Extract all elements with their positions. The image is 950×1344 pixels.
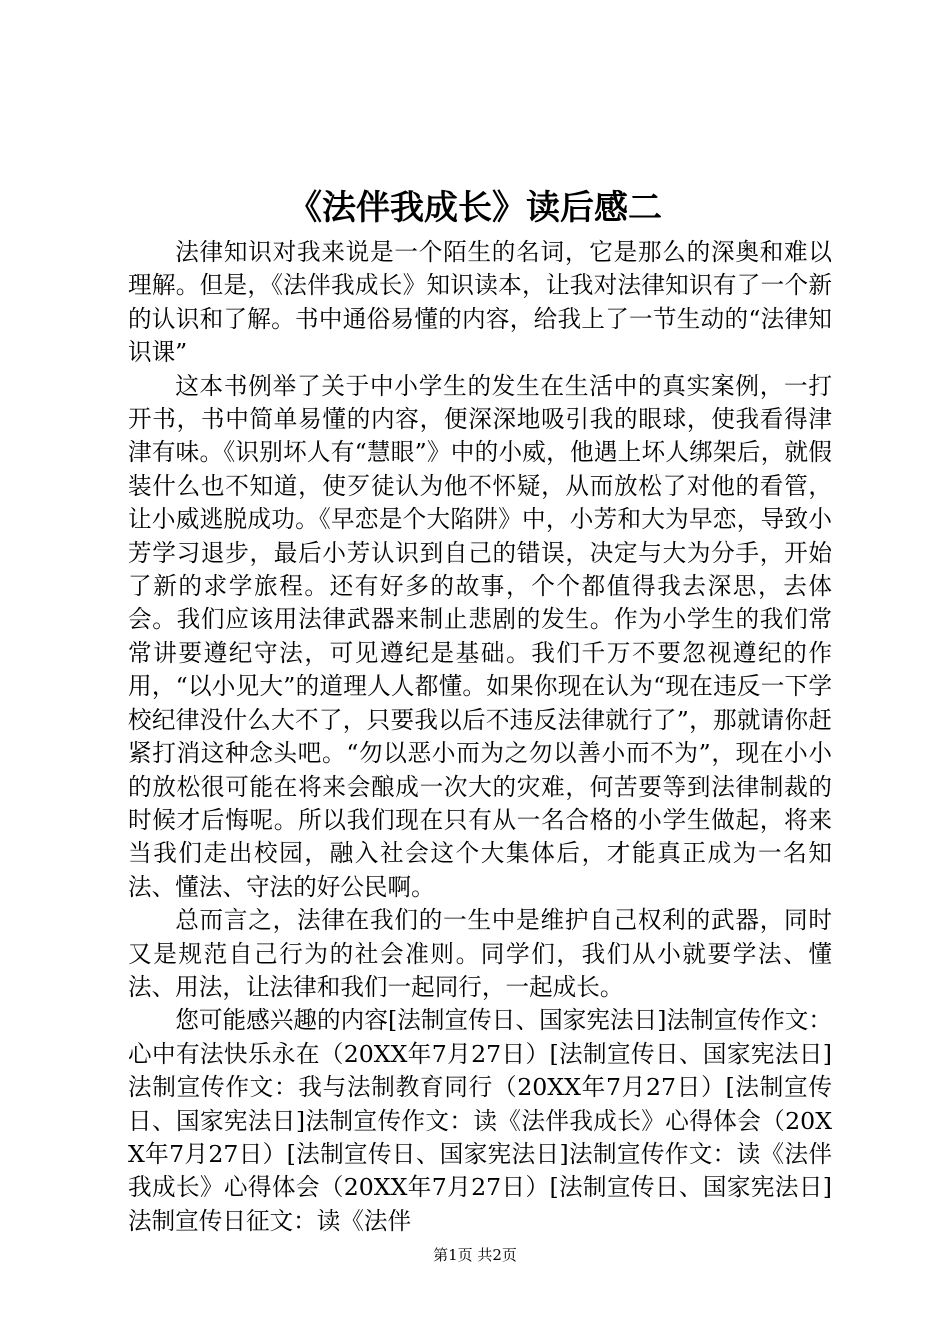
document-body (128, 236, 832, 1238)
paragraph-cases: 这本书例举了关于中小学生的发生在生活中的真实案例，一打开书，书中简单易懂的内容，便深深地吸引我的眼球，使我看得津津有味。《识别坏人有“慧眼”》中的小威，他遇上坏人绑架后，就假装什么也不知道，使歹徒认为他不怀疑，从而放松了对他的看管，让小威逃脱成功。《早恋是个大陷阱》中，小芳和大为早恋，导致小芳学习退步，最后小芳认识到自己的错误，决定与大为分手，开始了新的求学旅程。还有好多的故事，个个都值得我去深思，去体会。我们应该用法律武器来制止悲剧的发生。作为小学生的我们常常讲要遵纪守法，可见遵纪是基础。我们千万不要忽视遵纪的作用，“以小见大”的道理人人都懂。如果你现在认为“现在违反一下学校纪律没什么大不了，只要我以后不违反法律就行了”，那就请你赶紧打消这种念头吧。“勿以恶小而为之勿以善小而不为”，现在小小的放松很可能在将来会酿成一次大的灾难，何苦要等到法律制裁的时候才后悔呢。所以我们现在只有从一名合格的小学生做起，将来当我们走出校园，融入社会这个大集体后，才能真正成为一名知法、懂法、守法的好公民啊。 (128, 371, 832, 901)
paragraph-conclusion: 总而言之，法律在我们的一生中是维护自己权利的武器，同时又是规范自己行为的社会准则。同学们，我们从小就要学法、懂法、用法，让法律和我们一起同行，一起成长。 (128, 906, 832, 1001)
paragraph-intro: 法律知识对我来说是一个陌生的名词，它是那么的深奥和难以理解。但是，《法伴我成长》知识读本，让我对法律知识有了一个新的认识和了解。书中通俗易懂的内容，给我上了一节生动的“法律知识课” (128, 238, 832, 367)
paragraph-related-content: 您可能感兴趣的内容[法制宣传日、国家宪法日]法制宣传作文：心中有法快乐永在（20XX年7月27日）[法制宣传日、国家宪法日]法制宣传作文：我与法制教育同行（20XX年7月27日）[法制宣传日、国家宪法日]法制宣传作文：读《法伴我成长》心得体会（20XX年7月27日）[法制宣传日、国家宪法日]法制宣传作文：读《法伴我成长》心得体会（20XX年7月27日）[法制宣传日、国家宪法日]法制宣传日征文：读《法伴 (128, 1006, 832, 1235)
page-number-footer: 第1页 共2页 (433, 1246, 517, 1264)
document-title: 《法伴我成长》读后感二 (288, 188, 662, 228)
